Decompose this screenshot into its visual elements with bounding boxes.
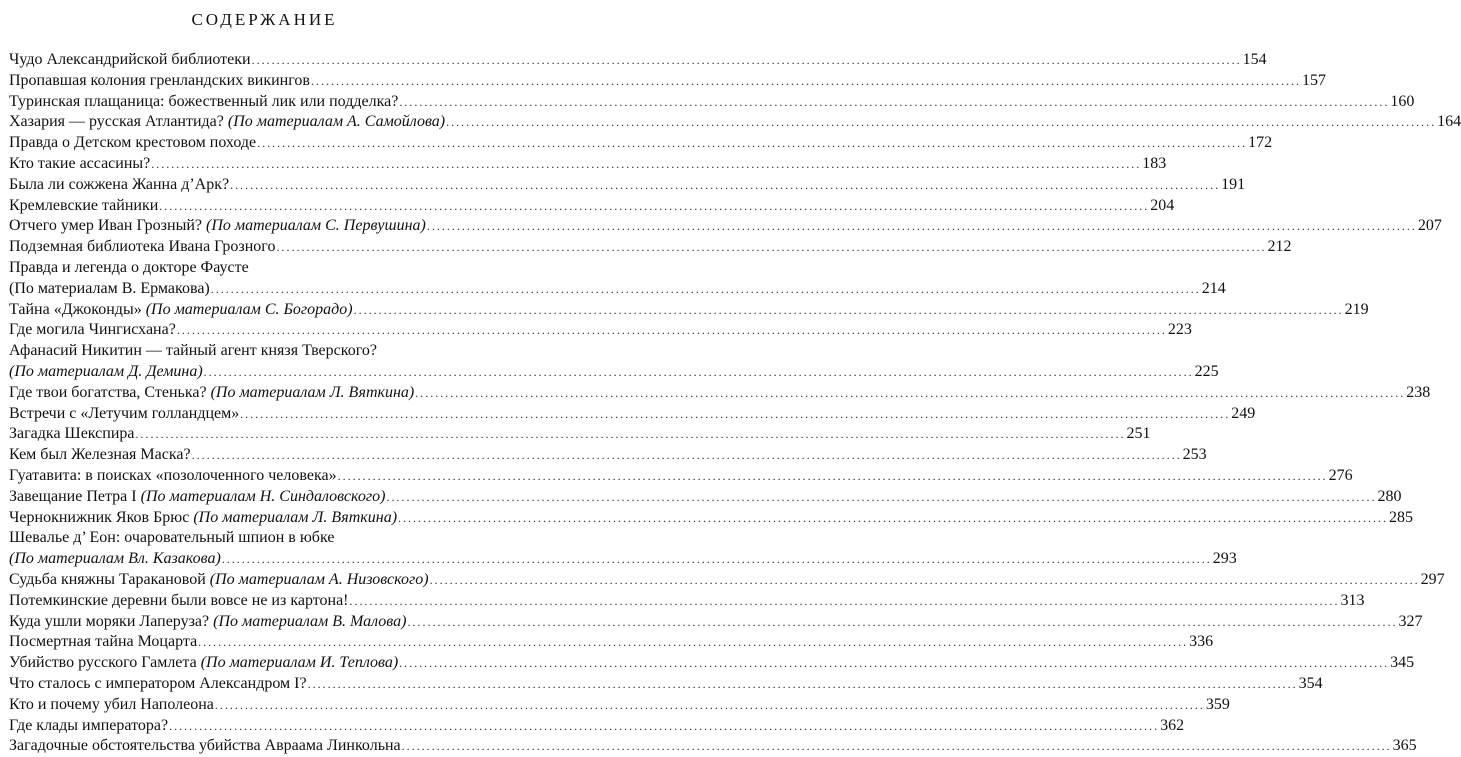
- toc-entry: [9, 653, 1415, 674]
- toc-entry: [9, 612, 1423, 633]
- toc-leader-dots: [159, 196, 1149, 217]
- toc-page-number: 249: [1231, 404, 1256, 422]
- toc-leader-dots: [169, 716, 1159, 737]
- toc-leader-dots: [177, 320, 1167, 341]
- toc-leader-dots: [386, 487, 1376, 508]
- toc-page-number: 354: [1298, 674, 1323, 692]
- toc-page-number: 313: [1340, 591, 1365, 609]
- toc-leader-dots: [211, 279, 1201, 300]
- toc-entry: [9, 362, 1219, 383]
- toc-entry-main-text: Посмертная тайна Моцарта: [9, 633, 198, 651]
- toc-entry: [9, 424, 1151, 445]
- toc-leader-dots: [354, 300, 1344, 321]
- toc-entry-title: [9, 570, 429, 591]
- toc-entry-title: [9, 258, 249, 279]
- toc-entry: [9, 196, 1175, 217]
- toc-page-number: 207: [1417, 217, 1442, 235]
- toc-entry-main-text: Кто такие ассасины?: [9, 154, 151, 172]
- toc-entry-title: [9, 674, 307, 695]
- toc-entry: [9, 300, 1369, 321]
- toc-leader-dots: [407, 612, 1397, 633]
- toc-entry-title: [9, 404, 239, 425]
- toc-entry-title: [9, 112, 445, 133]
- toc-entry-main-text: Чудо Александрийской библиотеки: [9, 51, 251, 68]
- toc-entry: [9, 404, 1256, 425]
- toc-entry-title: [9, 424, 135, 445]
- toc-page-number: 191: [1221, 175, 1246, 193]
- toc-entry-main-text: Правда о Детском крестовом походе: [9, 134, 257, 152]
- toc-entry-title: [9, 591, 349, 612]
- toc-entry: [9, 570, 1445, 591]
- toc-entry-title: [9, 320, 176, 341]
- toc-entry-source-note: (По материалам Н. Синдаловского): [140, 487, 386, 505]
- toc-entry-title: [9, 466, 337, 487]
- toc-page-number: 253: [1182, 446, 1207, 464]
- toc-page-number: 219: [1344, 300, 1369, 318]
- toc-entry: [9, 487, 1402, 508]
- toc-leader-dots: [427, 216, 1417, 237]
- toc-entry-source-note: (По материалам А. Низовского): [209, 570, 429, 588]
- toc-leader-dots: [276, 237, 1266, 258]
- toc-entry: [9, 112, 1461, 133]
- toc-page-number: 365: [1392, 737, 1417, 755]
- toc-page-number: 225: [1194, 362, 1219, 380]
- toc-entry-title: [9, 133, 256, 154]
- toc-entry: [9, 466, 1353, 487]
- toc-entry: [9, 50, 1267, 71]
- toc-leader-dots: [192, 445, 1182, 466]
- toc-entry: [9, 320, 1192, 341]
- toc-entry-source-note: (По материалам А. Самойлова): [227, 113, 446, 131]
- toc-entry-title: [9, 50, 251, 71]
- toc-entry: [9, 175, 1246, 196]
- toc-entry-source-note: (По материалам Д. Демина): [9, 362, 203, 380]
- toc-entry-main-text: Кремлевские тайники: [9, 196, 159, 214]
- toc-entry-title: [9, 612, 406, 633]
- toc-entry-title: [9, 695, 214, 716]
- toc-entry-main-text: Встречи с «Летучим голландцем»: [9, 404, 240, 422]
- toc-entry: [9, 674, 1323, 695]
- toc-entry-source-note: (По материалам Вл. Казакова): [9, 550, 221, 568]
- table-of-contents: [9, 50, 1461, 757]
- toc-entry-title: [9, 632, 197, 653]
- toc-leader-dots: [230, 175, 1220, 196]
- toc-leader-dots: [215, 695, 1205, 716]
- toc-entry-main-text: (По материалам В. Ермакова): [9, 279, 210, 297]
- toc-entry: [9, 341, 519, 362]
- toc-leader-dots: [240, 404, 1230, 425]
- toc-entry-title: [9, 279, 210, 300]
- toc-entry-title: [9, 549, 221, 570]
- toc-page-number: 359: [1205, 695, 1230, 713]
- toc-page-number: 297: [1420, 570, 1445, 588]
- toc-entry: [9, 632, 1214, 653]
- toc-entry: [9, 279, 1226, 300]
- toc-entry-main-text: Отчего умер Иван Грозный?: [9, 217, 206, 235]
- toc-entry: [9, 591, 1365, 612]
- toc-page-number: 293: [1212, 550, 1237, 568]
- toc-entry-title: [9, 362, 203, 383]
- toc-page-number: 251: [1126, 425, 1151, 443]
- toc-leader-dots: [430, 570, 1420, 591]
- toc-entry-main-text: Судьба княжны Таракановой: [9, 570, 210, 588]
- toc-leader-dots: [257, 133, 1247, 154]
- toc-entry: [9, 92, 1415, 113]
- toc-entry-main-text: Подземная библиотека Ивана Грозного: [9, 238, 276, 256]
- toc-entry: [9, 736, 1417, 757]
- toc-page-number: 164: [1437, 113, 1461, 131]
- toc-leader-dots: [446, 112, 1436, 133]
- toc-leader-dots: [402, 736, 1392, 757]
- toc-entry-source-note: (По материалам С. Первушина): [205, 217, 426, 235]
- toc-entry-main-text: Завещание Петра I: [9, 487, 141, 505]
- toc-entry-main-text: Где твои богатства, Стенька?: [9, 383, 211, 401]
- toc-leader-dots: [204, 362, 1194, 383]
- toc-leader-dots: [151, 154, 1141, 175]
- toc-leader-dots: [338, 466, 1328, 487]
- toc-page-number: 223: [1167, 321, 1192, 339]
- toc-entry-title: [9, 196, 158, 217]
- toc-entry-main-text: Пропавшая колония гренландских викингов: [9, 71, 310, 89]
- toc-entry: [9, 695, 1230, 716]
- toc-entry: [9, 508, 1414, 529]
- toc-entry-main-text: Чернокнижник Яков Брюс: [9, 508, 194, 526]
- toc-entry-main-text: Потемкинские деревни были вовсе не из картона!: [9, 591, 349, 609]
- toc-entry: [9, 133, 1273, 154]
- toc-entry-title: [9, 445, 191, 466]
- toc-entry-main-text: Где клады императора?: [9, 716, 169, 734]
- toc-page-number: 345: [1390, 654, 1415, 672]
- toc-entry-title: [9, 383, 414, 404]
- toc-entry: [9, 383, 1431, 404]
- toc-entry-source-note: (По материалам С. Богорадо): [145, 300, 353, 318]
- toc-page-number: 154: [1242, 51, 1267, 68]
- toc-page-number: 212: [1267, 238, 1292, 256]
- toc-leader-dots: [399, 653, 1389, 674]
- toc-page-number: 214: [1201, 279, 1226, 297]
- toc-entry-main-text: Хазария — русская Атлантида?: [9, 113, 228, 131]
- toc-entry-source-note: (По материалам Л. Вяткина): [210, 383, 415, 401]
- toc-entry: [9, 216, 1442, 237]
- toc-page-number: 238: [1406, 383, 1431, 401]
- toc-entry-main-text: Что сталось с императором Александром I?: [9, 674, 307, 692]
- toc-entry: [9, 528, 519, 549]
- toc-entry: [9, 71, 1326, 92]
- toc-page-number: 172: [1248, 134, 1273, 152]
- toc-page-number: 336: [1189, 633, 1214, 651]
- toc-entry-title: [9, 487, 385, 508]
- toc-entry-main-text: Шевалье д’ Еон: очаровательный шпион в юбке: [9, 529, 335, 547]
- toc-leader-dots: [222, 549, 1212, 570]
- toc-entry-title: [9, 216, 426, 237]
- toc-page-number: 276: [1328, 466, 1353, 484]
- toc-leader-dots: [136, 424, 1126, 445]
- toc-entry-title: [9, 341, 377, 362]
- toc-leader-dots: [399, 92, 1389, 113]
- toc-entry-source-note: (По материалам Л. Вяткина): [193, 508, 398, 526]
- toc-entry-main-text: Правда и легенда о докторе Фаусте: [9, 258, 249, 276]
- toc-entry: [9, 716, 1185, 737]
- toc-page-number: 160: [1390, 92, 1415, 110]
- toc-entry-main-text: Афанасий Никитин — тайный агент князя Тверского?: [9, 342, 377, 360]
- toc-entry-main-text: Туринская плащаница: божественный лик или подделка?: [9, 92, 399, 110]
- toc-entry-source-note: (По материалам И. Теплова): [200, 654, 399, 672]
- toc-page-number: 280: [1377, 487, 1402, 505]
- toc-entry-main-text: Куда ушли моряки Лаперуза?: [9, 612, 214, 630]
- toc-entry-title: [9, 237, 275, 258]
- toc-leader-dots: [415, 383, 1405, 404]
- toc-entry-main-text: Убийство русского Гамлета: [9, 654, 201, 672]
- toc-entry-title: [9, 300, 353, 321]
- toc-entry-main-text: Тайна «Джоконды»: [9, 300, 146, 318]
- toc-page-number: 285: [1389, 508, 1414, 526]
- toc-leader-dots: [198, 632, 1188, 653]
- toc-page-number: 327: [1398, 612, 1423, 630]
- toc-entry-main-text: Кто и почему убил Наполеона: [9, 695, 214, 713]
- toc-entry-main-text: Где могила Чингисхана?: [9, 321, 176, 339]
- toc-entry-title: [9, 71, 310, 92]
- toc-entry-title: [9, 716, 168, 737]
- toc-entry: [9, 258, 519, 279]
- toc-leader-dots: [308, 674, 1298, 695]
- toc-entry: [9, 549, 1237, 570]
- toc-entry-title: [9, 528, 334, 549]
- toc-entry: [9, 154, 1167, 175]
- toc-leader-dots: [252, 50, 1242, 71]
- toc-page-number: 157: [1301, 71, 1326, 89]
- toc-leader-dots: [311, 71, 1301, 92]
- toc-page-number: 183: [1142, 154, 1167, 172]
- toc-page-number: 362: [1160, 716, 1185, 734]
- toc-entry-title: [9, 653, 398, 674]
- toc-entry: [9, 237, 1292, 258]
- toc-entry-title: [9, 736, 401, 757]
- toc-leader-dots: [350, 591, 1340, 612]
- toc-entry-main-text: Кем был Железная Маска?: [9, 446, 191, 464]
- toc-entry-source-note: (По материалам В. Малова): [213, 612, 407, 630]
- toc-leader-dots: [398, 508, 1388, 529]
- toc-entry-main-text: Гуатавита: в поисках «позолоченного человека»: [9, 466, 337, 484]
- toc-entry-title: [9, 508, 397, 529]
- toc-entry-main-text: Загадочные обстоятельства убийства Авраама Линкольна: [9, 737, 401, 755]
- toc-entry-main-text: Загадка Шекспира: [9, 425, 135, 443]
- toc-entry: [9, 445, 1207, 466]
- toc-entry-main-text: Была ли сожжена Жанна д’Арк?: [9, 175, 230, 193]
- contents-heading: СОДЕРЖАНИЕ: [191, 10, 338, 29]
- toc-entry-title: [9, 154, 150, 175]
- toc-entry-title: [9, 175, 229, 196]
- toc-entry-title: [9, 92, 398, 113]
- toc-page-number: 204: [1150, 196, 1175, 214]
